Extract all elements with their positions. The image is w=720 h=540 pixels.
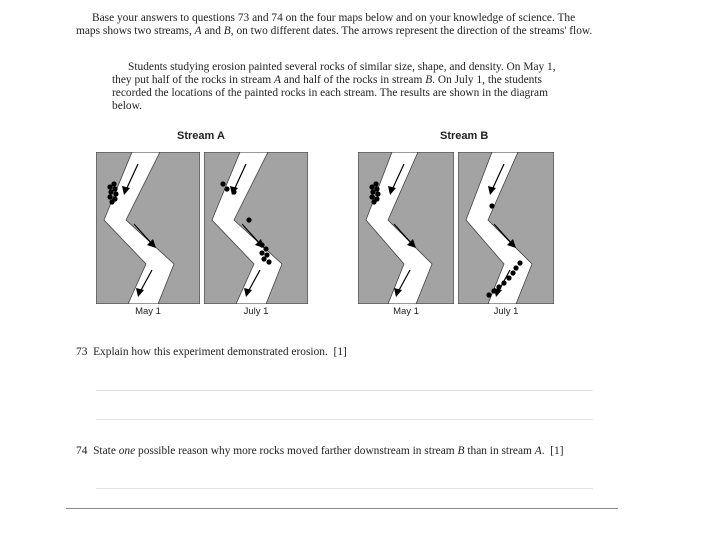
rock bbox=[259, 242, 264, 247]
description-text-b: and half of the rocks in stream bbox=[280, 74, 426, 86]
experiment-description bbox=[112, 61, 562, 113]
rock bbox=[224, 186, 229, 191]
description-stream-a: A bbox=[273, 74, 281, 86]
rock bbox=[491, 288, 496, 293]
rock bbox=[486, 292, 491, 297]
rock bbox=[489, 203, 494, 208]
rock bbox=[266, 259, 271, 264]
rock bbox=[370, 189, 375, 194]
page-bottom-rule bbox=[66, 508, 618, 509]
question-text-a: State bbox=[93, 445, 119, 457]
question-73 bbox=[76, 346, 347, 358]
question-text-b: possible reason why more rocks moved farther downstream in stream bbox=[135, 445, 458, 457]
date-label-stream-b-may: May 1 bbox=[393, 306, 419, 317]
stream-a-july-map bbox=[204, 152, 308, 304]
rock bbox=[496, 284, 501, 289]
intro-text-a: Base your answers to questions 73 and 74 on the four maps below and on your knowledge of science. The maps shows two streams, bbox=[76, 12, 576, 37]
question-stream-b: B bbox=[457, 445, 465, 457]
rock bbox=[517, 260, 522, 265]
answer-line[interactable] bbox=[96, 390, 593, 391]
rock bbox=[108, 189, 113, 194]
description-text-c: . On July 1, the students recorded the locations of the painted rocks in each stream. The results are shown in the diagram below. bbox=[112, 74, 548, 112]
question-74 bbox=[76, 445, 564, 457]
date-label-stream-b-july: July 1 bbox=[493, 306, 519, 317]
rock bbox=[375, 191, 380, 196]
question-number: 73 bbox=[76, 346, 88, 358]
rock bbox=[231, 189, 236, 194]
rock bbox=[109, 199, 114, 204]
stream-b-title: Stream B bbox=[440, 130, 489, 142]
rock bbox=[259, 250, 264, 255]
rock bbox=[513, 265, 518, 270]
rock bbox=[113, 191, 118, 196]
intro-text-b: and bbox=[201, 25, 224, 37]
question-points: [1] bbox=[333, 346, 347, 358]
stream-b-july-map bbox=[458, 152, 554, 304]
question-text: Explain how this experiment demonstrated erosion. bbox=[93, 346, 328, 358]
answer-line[interactable] bbox=[96, 488, 593, 489]
rock bbox=[501, 280, 506, 285]
rock bbox=[506, 275, 511, 280]
rock bbox=[510, 270, 515, 275]
question-number: 74 bbox=[76, 445, 88, 457]
stream-a-title: Stream A bbox=[177, 130, 225, 142]
question-text-c: than in stream bbox=[464, 445, 535, 457]
rock bbox=[220, 181, 225, 186]
question-text-d: . bbox=[541, 445, 545, 457]
rock bbox=[371, 199, 376, 204]
intro-stream-a: A bbox=[194, 25, 202, 37]
intro-text-c: , on two different dates. The arrows represent the direction of the streams' flow. bbox=[230, 25, 593, 37]
date-label-stream-a-july: July 1 bbox=[243, 306, 269, 317]
question-stream-a: A bbox=[534, 445, 542, 457]
rock bbox=[369, 184, 374, 189]
question-emphasis: one bbox=[118, 445, 136, 457]
question-points: [1] bbox=[550, 445, 564, 457]
stream-b-may-map bbox=[358, 152, 454, 304]
intro-stream-b: B bbox=[223, 25, 231, 37]
rock bbox=[246, 217, 251, 222]
stream-a-may-map bbox=[96, 152, 200, 304]
rock bbox=[107, 194, 112, 199]
intro-paragraph bbox=[76, 12, 596, 38]
rock bbox=[263, 246, 268, 251]
answer-line[interactable] bbox=[96, 419, 593, 420]
description-stream-b: B bbox=[425, 74, 433, 86]
rock bbox=[369, 194, 374, 199]
date-label-stream-a-may: May 1 bbox=[135, 306, 161, 317]
rock bbox=[107, 184, 112, 189]
description-text-a: Students studying erosion painted several rocks of similar size, shape, and density. On May 1, they put half of the rocks in stream bbox=[112, 61, 556, 86]
rock bbox=[261, 256, 266, 261]
